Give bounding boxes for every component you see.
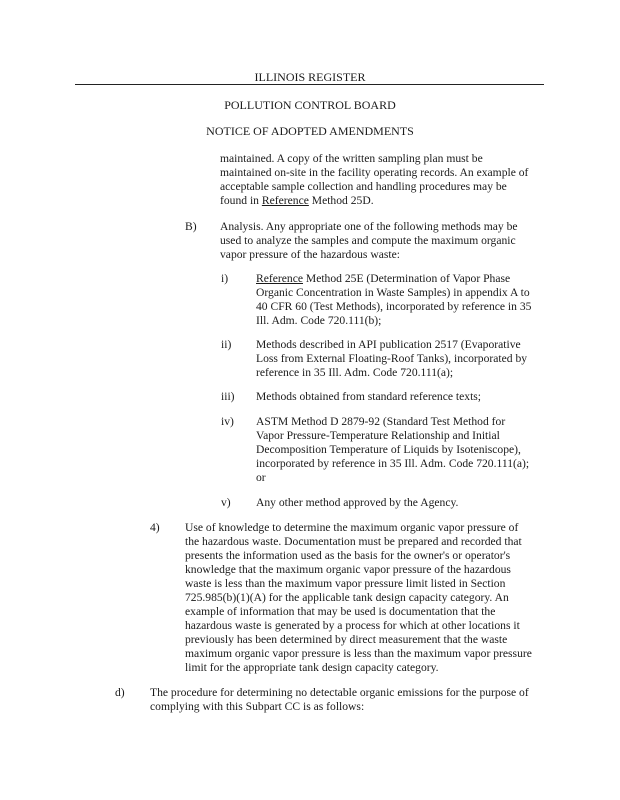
B-line-1: Analysis. Any appropriate one of the following methods may be xyxy=(220,220,518,233)
item-label-v: v) xyxy=(221,496,231,509)
p4-line-11: limit for the appropriate tank design capacity category. xyxy=(185,661,439,674)
item-label-i: i) xyxy=(221,272,229,285)
item-label-iv: iv) xyxy=(221,415,234,428)
p4-line-1: Use of knowledge to determine the maximum organic vapor pressure of xyxy=(185,521,519,534)
p4-line-6: 725.985(b)(1)(A) for the applicable tank design capacity category. An xyxy=(185,591,509,604)
notice-title: NOTICE OF ADOPTED AMENDMENTS xyxy=(206,124,414,138)
iv-line-3: Decomposition Temperature of Liquids by Isoteniscope), xyxy=(256,443,521,456)
reference-link: Reference xyxy=(256,272,303,285)
p4-line-10: maximum organic vapor pressure is less than the maximum vapor pressure xyxy=(185,647,532,660)
d-line-2: complying with this Subpart CC is as follows: xyxy=(150,700,365,713)
item-label-B: B) xyxy=(185,220,197,233)
item-label-iii: iii) xyxy=(221,390,235,403)
item-label-d: d) xyxy=(115,686,125,699)
iv-line-2: Vapor Pressure-Temperature Relationship and Initial xyxy=(256,429,500,442)
item-label-4: 4) xyxy=(150,521,160,534)
intro-line-3: acceptable sample collection and handling procedures may be xyxy=(220,180,507,193)
v-line-1: Any other method approved by the Agency. xyxy=(256,496,459,509)
p4-line-8: hazardous waste is generated by a process for which at other locations it xyxy=(185,619,520,632)
board-name: POLLUTION CONTROL BOARD xyxy=(224,98,396,112)
i-line-1: Reference Method 25E (Determination of Vapor Phase xyxy=(256,272,511,285)
i-line-2: Organic Concentration in Waste Samples) in appendix A to xyxy=(256,286,530,299)
p4-line-3: presents the information used as the basis for the owner's or operator's xyxy=(185,549,511,562)
p4-line-2: the hazardous waste. Documentation must be prepared and recorded that xyxy=(185,535,522,548)
iv-line-1: ASTM Method D 2879-92 (Standard Test Method for xyxy=(256,415,506,428)
p4-line-4: knowledge that the maximum organic vapor pressure of the hazardous xyxy=(185,563,511,576)
ii-line-2: Loss from External Floating-Roof Tanks), incorporated by xyxy=(256,352,528,365)
iii-line-1: Methods obtained from standard reference texts; xyxy=(256,390,482,403)
iv-line-5: or xyxy=(256,471,266,484)
reference-link: Reference xyxy=(261,194,309,207)
iv-line-4: incorporated by reference in 35 Ill. Adm. Code 720.111(a); xyxy=(256,457,530,470)
register-title: ILLINOIS REGISTER xyxy=(254,70,366,84)
ii-line-3: reference in 35 Ill. Adm. Code 720.111(a); xyxy=(256,366,454,379)
intro-line-1: maintained. A copy of the written sampling plan must be xyxy=(220,152,483,165)
p4-line-9: previously has been determined by direct measurement that the waste xyxy=(185,633,508,646)
header-rule xyxy=(75,84,544,85)
intro-line-4: found in Reference Method 25D. xyxy=(220,194,374,207)
i-line-4: Ill. Adm. Code 720.111(b); xyxy=(256,314,382,327)
ii-line-1: Methods described in API publication 2517 (Evaporative xyxy=(256,338,521,351)
d-line-1: The procedure for determining no detectable organic emissions for the purpose of xyxy=(150,686,529,699)
p4-line-5: waste is less than the maximum vapor pressure limit listed in Section xyxy=(185,577,506,590)
intro-line-2: maintained on-site in the facility operating records. An example of xyxy=(220,166,529,179)
p4-line-7: example of information that may be used is documentation that the xyxy=(185,605,496,618)
item-label-ii: ii) xyxy=(221,338,232,351)
i-line-3: 40 CFR 60 (Test Methods), incorporated by reference in 35 xyxy=(256,300,532,313)
B-line-2: used to analyze the samples and compute the maximum organic xyxy=(220,234,516,247)
B-line-3: vapor pressure of the hazardous waste: xyxy=(220,248,400,261)
